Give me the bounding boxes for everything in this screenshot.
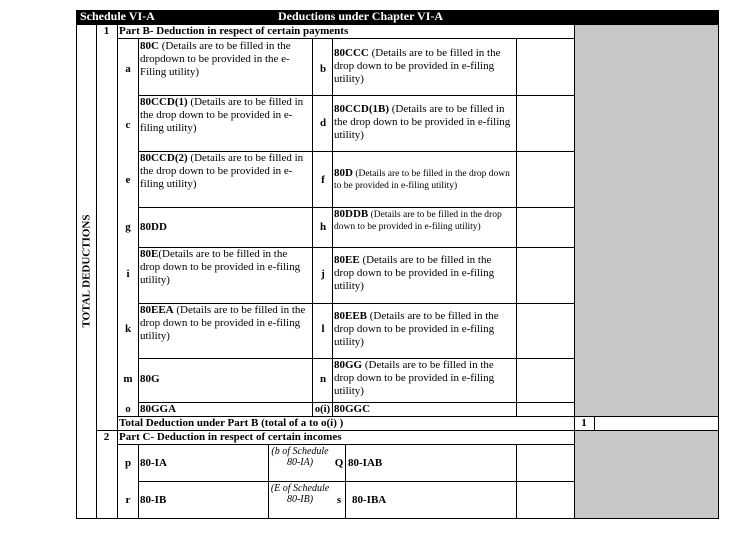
item-letter: n [319, 373, 327, 385]
part-b-number: 1 [103, 25, 110, 37]
item-80gg: 80GG (Details are to be filled in the drop down to be provided in e-filing utility) [334, 359, 495, 397]
item-80ggc: 80GGC [334, 403, 371, 415]
item-80iab: 80-IAB [348, 457, 383, 469]
item-letter: k [124, 323, 132, 335]
total-deductions-label: TOTAL DEDUCTIONS [80, 214, 92, 328]
part-c-title: Part C- Deduction in respect of certain incomes [119, 431, 342, 443]
item-letter: a [125, 63, 131, 75]
item-80dd: 80DD [140, 221, 167, 233]
shaded-column [574, 24, 718, 416]
part-c-number: 2 [103, 431, 110, 443]
item-80eea: 80EEA (Details are to be filled in the drop down to be provided in e-filing utility) [140, 304, 306, 342]
item-80g: 80G [140, 373, 160, 385]
item-80ccd1: 80CCD(1) (Details are to be filled in the drop down to be provided in e-filing utility) [140, 96, 304, 134]
item-letter: b [319, 63, 327, 75]
shaded-column-2 [574, 430, 718, 518]
item-80gga: 80GGA [140, 403, 177, 415]
item-letter: f [321, 174, 325, 186]
item-letter: j [321, 268, 325, 280]
item-80ddb: 80DDB (Details are to be filled in the drop down to be provided in e-filing utility) [334, 208, 502, 232]
item-80d: 80D (Details are to be filled in the drop down to be provided in e-filing utility) [334, 167, 510, 191]
item-letter: p [124, 457, 132, 469]
item-80eeb: 80EEB (Details are to be filled in the drop down to be provided in e-filing utility) [334, 310, 499, 348]
item-letter: h [319, 221, 327, 233]
item-80iba: 80-IBA [352, 494, 387, 506]
item-letter: s [336, 494, 342, 506]
part-b-total-label: Total Deduction under Part B (total of a to o(i) ) [119, 417, 344, 429]
item-80ib: 80-IB [140, 494, 167, 506]
item-80ee: 80EE (Details are to be filled in the drop down to be provided in e-filing utility) [334, 254, 495, 292]
schedule-title: Deductions under Chapter VI-A [272, 10, 718, 24]
item-letter: g [125, 221, 131, 233]
item-letter: d [319, 117, 327, 129]
item-letter: c [125, 119, 131, 131]
item-80ccc: 80CCC (Details are to be filled in the drop down to be provided in e-filing utility) [334, 47, 501, 85]
part-b-title: Part B- Deduction in respect of certain payments [119, 25, 349, 37]
item-letter: r [125, 494, 131, 506]
item-letter: o(i) [314, 404, 331, 415]
item-letter: Q [334, 457, 344, 469]
item-letter: o [125, 403, 131, 415]
schedule-header: Schedule VI-A [76, 10, 272, 24]
item-80e: 80E(Details are to be filled in the drop down to be provided in e-filing utility) [140, 248, 301, 286]
item-80ia-note: (b of Schedule 80-IA) [271, 446, 329, 468]
item-letter: e [125, 174, 131, 186]
item-letter: l [321, 323, 325, 335]
item-letter: i [126, 268, 130, 280]
item-80ia: 80-IA [140, 457, 167, 469]
item-80ccd2: 80CCD(2) (Details are to be filled in the drop down to be provided in e-filing utility) [140, 152, 304, 190]
item-80ib-note: (E of Schedule 80-IB) [270, 483, 330, 505]
item-80c: 80C (Details are to be filled in the dropdown to be provided in the e-Filing utility) [140, 40, 291, 78]
item-letter: m [123, 373, 133, 385]
item-80ccd1b: 80CCD(1B) (Details are to be filled in the drop down to be provided in e-filing utility) [334, 103, 511, 141]
part-b-total-number: 1 [581, 417, 587, 429]
